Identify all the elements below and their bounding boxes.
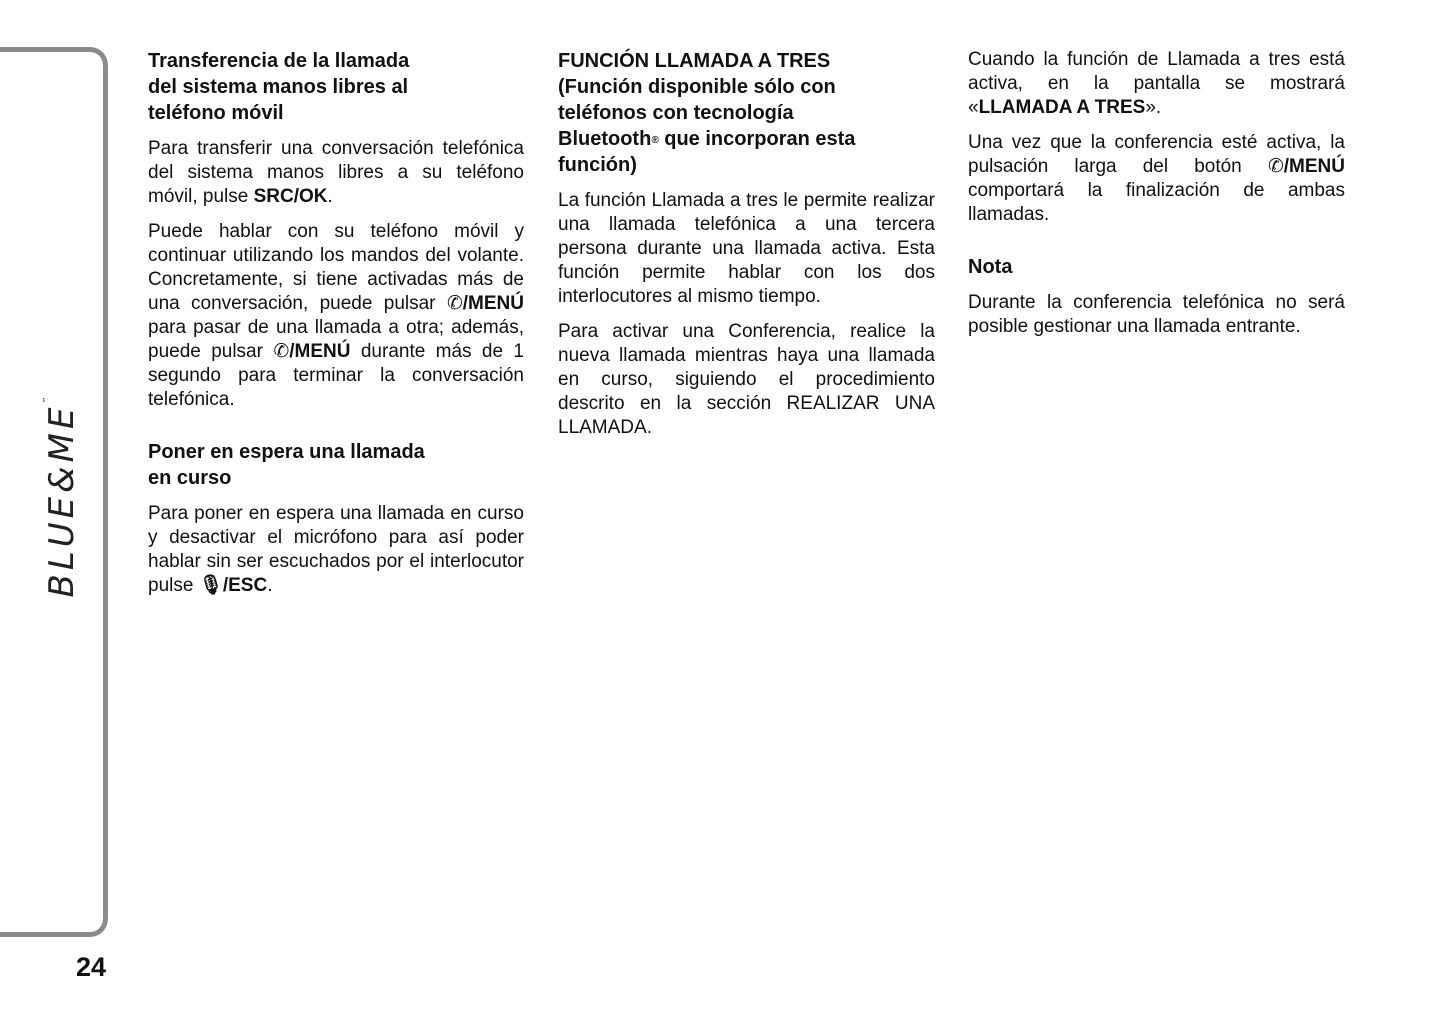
- phone-handset-icon: ✆: [1267, 156, 1284, 177]
- microphone-mute-icon: 🎙︎: [198, 575, 223, 596]
- section-title-hold-call: Poner en espera una llamada en curso: [148, 441, 425, 489]
- phone-handset-icon: ✆: [273, 341, 290, 362]
- column-2: [558, 48, 935, 451]
- paragraph-steering-controls: Puede hablar con su teléfono móvil y continuar utilizando los mandos del volante. Concretamente, si tiene activadas más de una conversación, puede pulsar ✆/MENÚ para pasar de una llamada a otra; además, puede pulsar ✆/MENÚ durante más de 1 segundo para terminar la conversación telefónica.: [148, 221, 524, 410]
- paragraph-three-way-description: La función Llamada a tres le permite realizar una llamada telefónica a una tercera persona durante una llamada activa. Esta función permite hablar con los dos interlocutores al mismo tiempo.: [558, 190, 935, 307]
- paragraph-end-conference: Una vez que la conferencia esté activa, la pulsación larga del botón ✆/MENÚ comportará la finalización de ambas llamadas.: [968, 132, 1345, 225]
- column-1: [148, 48, 524, 609]
- paragraph-hold-instructions: Para poner en espera una llamada en curso y desactivar el micrófono para así poder hablar sin ser escuchados por el interlocutor pulse 🎙︎/ESC.: [148, 503, 524, 596]
- phone-handset-icon: ✆: [446, 293, 463, 314]
- paragraph-display-message: Cuando la función de Llamada a tres está activa, en la pantalla se mostrará «LLAMADA A TRES».: [968, 49, 1345, 118]
- paragraph-conference-activation: Para activar una Conferencia, realice la nueva llamada mientras haya una llamada en curso, siguiendo el procedimiento descrito en la sección REALIZAR UNA LLAMADA.: [558, 321, 935, 438]
- note-title: Nota: [968, 256, 1013, 278]
- section-title-three-way-call: FUNCIÓN LLAMADA A TRES (Función disponible sólo con teléfonos con tecnología Bluetooth® que incorporan esta función): [558, 50, 856, 176]
- paragraph-transfer-instructions: Para transferir una conversación telefónica del sistema manos libres a su teléfono móvil, pulse SRC/OK.: [148, 138, 524, 207]
- note-text: Durante la conferencia telefónica no será posible gestionar una llamada entrante.: [968, 292, 1345, 337]
- page-number: 24: [76, 952, 107, 982]
- column-3: [968, 48, 1345, 350]
- section-title-transfer-call: Transferencia de la llamada del sistema manos libres al teléfono móvil: [148, 50, 410, 124]
- blue-and-me-logo: BLUE&ME™: [42, 396, 82, 598]
